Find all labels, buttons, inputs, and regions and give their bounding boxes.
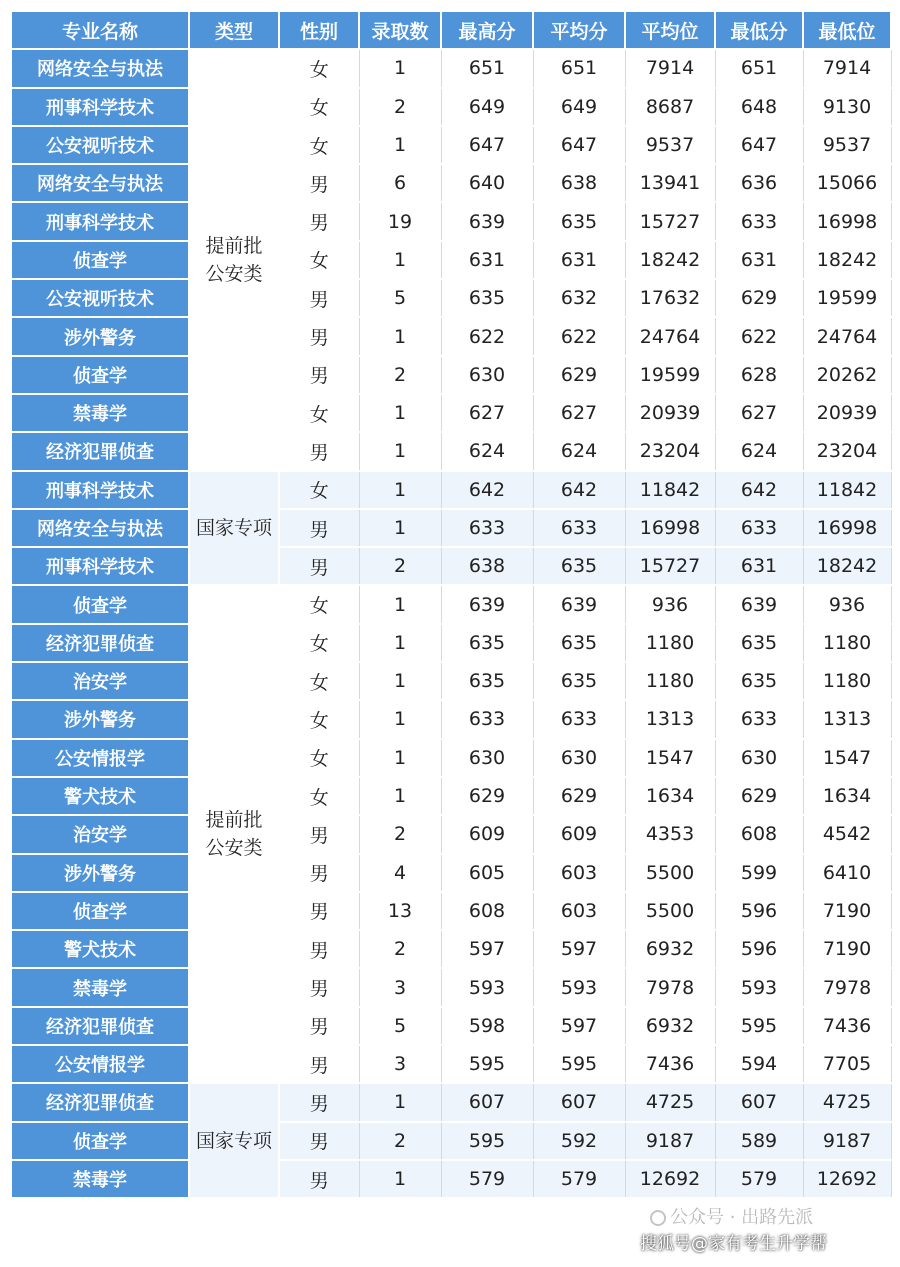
gender-cell: 男 xyxy=(279,815,359,853)
min-score-cell: 642 xyxy=(715,471,803,509)
avg-score-cell: 603 xyxy=(533,892,625,930)
avg-score-cell: 635 xyxy=(533,547,625,585)
max-score-cell: 639 xyxy=(441,585,533,623)
min-score-cell: 589 xyxy=(715,1122,803,1160)
header-type: 类型 xyxy=(189,11,279,49)
avg-rank-cell: 4725 xyxy=(625,1083,715,1121)
gender-cell: 女 xyxy=(279,624,359,662)
header-gender: 性别 xyxy=(279,11,359,49)
gender-cell: 女 xyxy=(279,700,359,738)
avg-rank-cell: 16998 xyxy=(625,509,715,547)
min-score-cell: 651 xyxy=(715,49,803,87)
min-rank-cell: 1180 xyxy=(803,662,891,700)
avg-score-cell: 651 xyxy=(533,49,625,87)
avg-score-cell: 603 xyxy=(533,854,625,892)
table-row xyxy=(11,317,891,355)
max-score-cell: 635 xyxy=(441,624,533,662)
min-rank-cell: 1634 xyxy=(803,777,891,815)
min-rank-cell: 23204 xyxy=(803,432,891,470)
max-score-cell: 642 xyxy=(441,471,533,509)
min-rank-cell: 936 xyxy=(803,585,891,623)
min-score-cell: 633 xyxy=(715,700,803,738)
min-score-cell: 647 xyxy=(715,126,803,164)
min-score-cell: 639 xyxy=(715,585,803,623)
min-rank-cell: 18242 xyxy=(803,241,891,279)
gender-cell: 男 xyxy=(279,547,359,585)
min-rank-cell: 18242 xyxy=(803,547,891,585)
min-rank-cell: 7978 xyxy=(803,968,891,1006)
min-score-cell: 633 xyxy=(715,509,803,547)
avg-score-cell: 631 xyxy=(533,241,625,279)
min-rank-cell: 9130 xyxy=(803,88,891,126)
avg-rank-cell: 936 xyxy=(625,585,715,623)
min-rank-cell: 16998 xyxy=(803,509,891,547)
gender-cell: 男 xyxy=(279,892,359,930)
header-avg-rank: 平均位 xyxy=(625,11,715,49)
major-name-cell: 侦查学 xyxy=(11,241,189,279)
avg-rank-cell: 7436 xyxy=(625,1045,715,1083)
major-name-cell: 网络安全与执法 xyxy=(11,164,189,202)
min-score-cell: 595 xyxy=(715,1007,803,1045)
min-score-cell: 636 xyxy=(715,164,803,202)
admitted-cell: 1 xyxy=(359,126,441,164)
avg-score-cell: 597 xyxy=(533,930,625,968)
avg-rank-cell: 8687 xyxy=(625,88,715,126)
header-avg-score: 平均分 xyxy=(533,11,625,49)
avg-rank-cell: 20939 xyxy=(625,394,715,432)
admission-table-container xyxy=(10,10,890,1256)
max-score-cell: 630 xyxy=(441,739,533,777)
avg-rank-cell: 17632 xyxy=(625,279,715,317)
min-rank-cell: 19599 xyxy=(803,279,891,317)
major-name-cell: 公安情报学 xyxy=(11,1045,189,1083)
table-row xyxy=(11,1007,891,1045)
table-row xyxy=(11,968,891,1006)
gender-cell: 男 xyxy=(279,1045,359,1083)
category-type-label: 提前批公安类 xyxy=(205,234,263,285)
major-name-cell: 经济犯罪侦查 xyxy=(11,624,189,662)
table-row xyxy=(11,1122,891,1160)
major-name-cell: 刑事科学技术 xyxy=(11,471,189,509)
min-score-cell: 633 xyxy=(715,202,803,240)
min-score-cell: 593 xyxy=(715,968,803,1006)
min-rank-cell: 7914 xyxy=(803,49,891,87)
max-score-cell: 651 xyxy=(441,49,533,87)
admitted-cell: 1 xyxy=(359,1083,441,1121)
table-row xyxy=(11,930,891,968)
max-score-cell: 598 xyxy=(441,1007,533,1045)
table-row xyxy=(11,126,891,164)
table-row xyxy=(11,1045,891,1083)
gender-cell: 女 xyxy=(279,662,359,700)
min-score-cell: 629 xyxy=(715,279,803,317)
admitted-cell: 2 xyxy=(359,547,441,585)
admitted-cell: 1 xyxy=(359,471,441,509)
table-row xyxy=(11,777,891,815)
gender-cell: 女 xyxy=(279,777,359,815)
category-type-cell xyxy=(189,49,279,470)
avg-score-cell: 629 xyxy=(533,356,625,394)
admitted-cell: 19 xyxy=(359,202,441,240)
admitted-cell: 1 xyxy=(359,662,441,700)
major-name-cell: 刑事科学技术 xyxy=(11,547,189,585)
admitted-cell: 5 xyxy=(359,1007,441,1045)
min-score-cell: 594 xyxy=(715,1045,803,1083)
category-type-label: 国家专项 xyxy=(195,1129,272,1152)
gender-cell: 男 xyxy=(279,356,359,394)
table-row xyxy=(11,471,891,509)
max-score-cell: 640 xyxy=(441,164,533,202)
admitted-cell: 1 xyxy=(359,777,441,815)
admitted-cell: 1 xyxy=(359,624,441,662)
max-score-cell: 635 xyxy=(441,279,533,317)
table-row xyxy=(11,700,891,738)
max-score-cell: 605 xyxy=(441,854,533,892)
major-name-cell: 经济犯罪侦查 xyxy=(11,1007,189,1045)
major-name-cell: 侦查学 xyxy=(11,356,189,394)
min-score-cell: 631 xyxy=(715,241,803,279)
avg-score-cell: 597 xyxy=(533,1007,625,1045)
min-rank-cell: 20262 xyxy=(803,356,891,394)
min-rank-cell: 15066 xyxy=(803,164,891,202)
min-score-cell: 648 xyxy=(715,88,803,126)
table-row xyxy=(11,854,891,892)
max-score-cell: 607 xyxy=(441,1083,533,1121)
header-max-score: 最高分 xyxy=(441,11,533,49)
min-score-cell: 629 xyxy=(715,777,803,815)
major-name-cell: 涉外警务 xyxy=(11,700,189,738)
table-row xyxy=(11,279,891,317)
gender-cell: 男 xyxy=(279,1007,359,1045)
avg-score-cell: 647 xyxy=(533,126,625,164)
avg-score-cell: 592 xyxy=(533,1122,625,1160)
max-score-cell: 647 xyxy=(441,126,533,164)
min-rank-cell: 7705 xyxy=(803,1045,891,1083)
min-score-cell: 579 xyxy=(715,1160,803,1198)
table-row xyxy=(11,662,891,700)
table-row xyxy=(11,49,891,87)
table-row xyxy=(11,356,891,394)
header-min-score: 最低分 xyxy=(715,11,803,49)
max-score-cell: 579 xyxy=(441,1160,533,1198)
gender-cell: 男 xyxy=(279,930,359,968)
table-row xyxy=(11,892,891,930)
min-score-cell: 635 xyxy=(715,624,803,662)
wechat-icon xyxy=(650,1210,666,1226)
min-score-cell: 635 xyxy=(715,662,803,700)
gender-cell: 男 xyxy=(279,317,359,355)
gender-cell: 女 xyxy=(279,739,359,777)
major-name-cell: 公安情报学 xyxy=(11,739,189,777)
admitted-cell: 4 xyxy=(359,854,441,892)
avg-score-cell: 632 xyxy=(533,279,625,317)
max-score-cell: 638 xyxy=(441,547,533,585)
header-min-rank: 最低位 xyxy=(803,11,891,49)
major-name-cell: 公安视听技术 xyxy=(11,279,189,317)
header-admitted: 录取数 xyxy=(359,11,441,49)
category-type-cell xyxy=(189,585,279,1083)
avg-score-cell: 627 xyxy=(533,394,625,432)
max-score-cell: 609 xyxy=(441,815,533,853)
table-row xyxy=(11,432,891,470)
avg-score-cell: 579 xyxy=(533,1160,625,1198)
avg-rank-cell: 5500 xyxy=(625,854,715,892)
table-row xyxy=(11,1083,891,1121)
min-rank-cell: 1180 xyxy=(803,624,891,662)
avg-rank-cell: 15727 xyxy=(625,202,715,240)
category-type-label: 提前批公安类 xyxy=(205,809,263,860)
avg-score-cell: 633 xyxy=(533,509,625,547)
major-name-cell: 侦查学 xyxy=(11,1122,189,1160)
max-score-cell: 624 xyxy=(441,432,533,470)
max-score-cell: 595 xyxy=(441,1045,533,1083)
major-name-cell: 网络安全与执法 xyxy=(11,49,189,87)
table-row xyxy=(11,815,891,853)
min-rank-cell: 11842 xyxy=(803,471,891,509)
gender-cell: 女 xyxy=(279,471,359,509)
avg-rank-cell: 1634 xyxy=(625,777,715,815)
min-score-cell: 628 xyxy=(715,356,803,394)
max-score-cell: 622 xyxy=(441,317,533,355)
avg-rank-cell: 11842 xyxy=(625,471,715,509)
watermark-line1: 公众号 · 出路先派 xyxy=(670,1207,814,1228)
major-name-cell: 禁毒学 xyxy=(11,968,189,1006)
min-score-cell: 607 xyxy=(715,1083,803,1121)
admitted-cell: 1 xyxy=(359,700,441,738)
max-score-cell: 639 xyxy=(441,202,533,240)
avg-rank-cell: 19599 xyxy=(625,356,715,394)
avg-rank-cell: 9187 xyxy=(625,1122,715,1160)
max-score-cell: 595 xyxy=(441,1122,533,1160)
max-score-cell: 629 xyxy=(441,777,533,815)
admitted-cell: 2 xyxy=(359,88,441,126)
max-score-cell: 631 xyxy=(441,241,533,279)
table-row xyxy=(11,394,891,432)
major-name-cell: 禁毒学 xyxy=(11,1160,189,1198)
gender-cell: 女 xyxy=(279,585,359,623)
avg-rank-cell: 1313 xyxy=(625,700,715,738)
admitted-cell: 5 xyxy=(359,279,441,317)
avg-rank-cell: 6932 xyxy=(625,1007,715,1045)
admitted-cell: 1 xyxy=(359,739,441,777)
gender-cell: 女 xyxy=(279,49,359,87)
admitted-cell: 2 xyxy=(359,1122,441,1160)
admitted-cell: 3 xyxy=(359,1045,441,1083)
avg-score-cell: 639 xyxy=(533,585,625,623)
major-name-cell: 侦查学 xyxy=(11,585,189,623)
avg-rank-cell: 7978 xyxy=(625,968,715,1006)
avg-score-cell: 635 xyxy=(533,202,625,240)
min-rank-cell: 7190 xyxy=(803,892,891,930)
admitted-cell: 2 xyxy=(359,356,441,394)
watermark xyxy=(640,1203,870,1259)
max-score-cell: 593 xyxy=(441,968,533,1006)
major-name-cell: 治安学 xyxy=(11,815,189,853)
admitted-cell: 1 xyxy=(359,1160,441,1198)
gender-cell: 男 xyxy=(279,432,359,470)
avg-rank-cell: 9537 xyxy=(625,126,715,164)
table-row xyxy=(11,241,891,279)
table-row xyxy=(11,739,891,777)
max-score-cell: 633 xyxy=(441,700,533,738)
min-rank-cell: 1547 xyxy=(803,739,891,777)
avg-rank-cell: 15727 xyxy=(625,547,715,585)
admitted-cell: 1 xyxy=(359,241,441,279)
gender-cell: 男 xyxy=(279,509,359,547)
avg-rank-cell: 5500 xyxy=(625,892,715,930)
min-rank-cell: 7436 xyxy=(803,1007,891,1045)
avg-score-cell: 638 xyxy=(533,164,625,202)
admitted-cell: 2 xyxy=(359,930,441,968)
admitted-cell: 3 xyxy=(359,968,441,1006)
avg-score-cell: 607 xyxy=(533,1083,625,1121)
table-row xyxy=(11,624,891,662)
avg-score-cell: 642 xyxy=(533,471,625,509)
min-rank-cell: 4725 xyxy=(803,1083,891,1121)
major-name-cell: 治安学 xyxy=(11,662,189,700)
major-name-cell: 禁毒学 xyxy=(11,394,189,432)
avg-rank-cell: 24764 xyxy=(625,317,715,355)
gender-cell: 女 xyxy=(279,126,359,164)
max-score-cell: 649 xyxy=(441,88,533,126)
min-score-cell: 596 xyxy=(715,892,803,930)
avg-score-cell: 649 xyxy=(533,88,625,126)
min-rank-cell: 24764 xyxy=(803,317,891,355)
avg-rank-cell: 1180 xyxy=(625,662,715,700)
min-score-cell: 599 xyxy=(715,854,803,892)
table-row xyxy=(11,88,891,126)
min-score-cell: 596 xyxy=(715,930,803,968)
admitted-cell: 1 xyxy=(359,317,441,355)
admitted-cell: 13 xyxy=(359,892,441,930)
gender-cell: 男 xyxy=(279,968,359,1006)
admitted-cell: 1 xyxy=(359,394,441,432)
max-score-cell: 627 xyxy=(441,394,533,432)
watermark-line2: 搜狐号@家有考生升学帮 xyxy=(640,1234,827,1254)
gender-cell: 男 xyxy=(279,279,359,317)
avg-rank-cell: 6932 xyxy=(625,930,715,968)
gender-cell: 女 xyxy=(279,394,359,432)
avg-score-cell: 635 xyxy=(533,662,625,700)
min-score-cell: 630 xyxy=(715,739,803,777)
avg-rank-cell: 7914 xyxy=(625,49,715,87)
gender-cell: 女 xyxy=(279,88,359,126)
category-type-label: 国家专项 xyxy=(195,517,272,539)
admitted-cell: 1 xyxy=(359,585,441,623)
major-name-cell: 涉外警务 xyxy=(11,317,189,355)
admitted-cell: 1 xyxy=(359,432,441,470)
gender-cell: 男 xyxy=(279,1083,359,1121)
min-rank-cell: 4542 xyxy=(803,815,891,853)
gender-cell: 男 xyxy=(279,854,359,892)
avg-score-cell: 629 xyxy=(533,777,625,815)
avg-rank-cell: 18242 xyxy=(625,241,715,279)
min-score-cell: 627 xyxy=(715,394,803,432)
major-name-cell: 公安视听技术 xyxy=(11,126,189,164)
table-body xyxy=(11,49,891,1198)
major-name-cell: 经济犯罪侦查 xyxy=(11,432,189,470)
max-score-cell: 635 xyxy=(441,662,533,700)
major-name-cell: 警犬技术 xyxy=(11,930,189,968)
avg-rank-cell: 23204 xyxy=(625,432,715,470)
avg-score-cell: 593 xyxy=(533,968,625,1006)
min-score-cell: 608 xyxy=(715,815,803,853)
avg-rank-cell: 4353 xyxy=(625,815,715,853)
max-score-cell: 608 xyxy=(441,892,533,930)
avg-score-cell: 595 xyxy=(533,1045,625,1083)
min-score-cell: 622 xyxy=(715,317,803,355)
header-major: 专业名称 xyxy=(11,11,189,49)
avg-rank-cell: 12692 xyxy=(625,1160,715,1198)
gender-cell: 男 xyxy=(279,1160,359,1198)
category-type-cell xyxy=(189,471,279,586)
min-rank-cell: 20939 xyxy=(803,394,891,432)
min-rank-cell: 9187 xyxy=(803,1122,891,1160)
major-name-cell: 经济犯罪侦查 xyxy=(11,1083,189,1121)
gender-cell: 女 xyxy=(279,241,359,279)
category-type-cell xyxy=(189,1083,279,1198)
max-score-cell: 597 xyxy=(441,930,533,968)
min-rank-cell: 6410 xyxy=(803,854,891,892)
avg-score-cell: 622 xyxy=(533,317,625,355)
avg-rank-cell: 1180 xyxy=(625,624,715,662)
avg-rank-cell: 13941 xyxy=(625,164,715,202)
table-row xyxy=(11,1160,891,1198)
table-row xyxy=(11,547,891,585)
avg-score-cell: 633 xyxy=(533,700,625,738)
table-row xyxy=(11,509,891,547)
major-name-cell: 警犬技术 xyxy=(11,777,189,815)
major-name-cell: 侦查学 xyxy=(11,892,189,930)
major-name-cell: 刑事科学技术 xyxy=(11,202,189,240)
table-row xyxy=(11,164,891,202)
major-name-cell: 涉外警务 xyxy=(11,854,189,892)
min-rank-cell: 12692 xyxy=(803,1160,891,1198)
admission-table xyxy=(10,10,892,1199)
admitted-cell: 1 xyxy=(359,49,441,87)
avg-score-cell: 630 xyxy=(533,739,625,777)
table-row xyxy=(11,202,891,240)
min-score-cell: 624 xyxy=(715,432,803,470)
gender-cell: 男 xyxy=(279,202,359,240)
major-name-cell: 网络安全与执法 xyxy=(11,509,189,547)
max-score-cell: 630 xyxy=(441,356,533,394)
avg-score-cell: 624 xyxy=(533,432,625,470)
min-rank-cell: 7190 xyxy=(803,930,891,968)
max-score-cell: 633 xyxy=(441,509,533,547)
min-rank-cell: 1313 xyxy=(803,700,891,738)
avg-score-cell: 609 xyxy=(533,815,625,853)
avg-score-cell: 635 xyxy=(533,624,625,662)
header-row xyxy=(11,11,891,49)
avg-rank-cell: 1547 xyxy=(625,739,715,777)
table-row xyxy=(11,585,891,623)
major-name-cell: 刑事科学技术 xyxy=(11,88,189,126)
admitted-cell: 2 xyxy=(359,815,441,853)
min-score-cell: 631 xyxy=(715,547,803,585)
admitted-cell: 6 xyxy=(359,164,441,202)
gender-cell: 男 xyxy=(279,1122,359,1160)
min-rank-cell: 9537 xyxy=(803,126,891,164)
gender-cell: 男 xyxy=(279,164,359,202)
admitted-cell: 1 xyxy=(359,509,441,547)
min-rank-cell: 16998 xyxy=(803,202,891,240)
